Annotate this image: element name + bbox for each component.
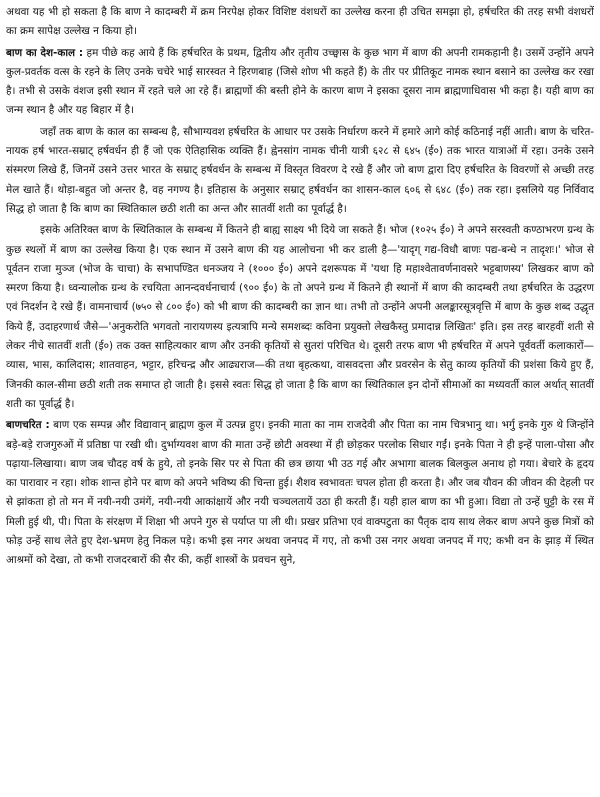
paragraph-baan-charit: [6, 416, 594, 570]
paragraph-kaal: [6, 123, 594, 219]
paragraph-opening: [6, 3, 594, 42]
paragraph-text: अथवा यह भी हो सकता है कि बाण ने कादम्बरी में क्रम निरपेक्ष होकर विशिष्ट वंशधरों का उल्लेख करना ही उचित समझा हो, हर्षचरित की तरह सभी वंशधरों का क्रम सापेक्ष उल्लेख न किया हो।: [6, 6, 594, 38]
paragraph-heading: बाण का देश-काल :: [6, 46, 84, 59]
paragraph-text: हम पीछे कह आये हैं कि हर्षचरित के प्रथम, द्वितीय और तृतीय उच्छ्वास के कुछ भाग में बाण की अपनी रामकहानी है। उसमें उन्होंने अपने कुल-प्रवर्तक वत्स के रहने के लिए उनके चचेरे भाई सारस्वत ने हिरणबाह (जिसे शोण भी कहते हैं) के तीर पर प्रीतिकूट नामक स्थान बसाने का उल्लेख कर रखा है। तभी से उसके वंशज इसी स्थान में रहते चले आ रहे हैं। ब्राह्मणों की बस्ती होने के कारण बाण ने इसका दूसरा नाम ब्राह्मणाधिवास भी कहा है। यही बाण का जन्म स्थान है और यह बिहार में है।: [6, 46, 594, 117]
paragraph-text: जहाँ तक बाण के काल का सम्बन्ध है, सौभाग्यवश हर्षचरित के आधार पर उसके निर्धारण करने में हमारे आगे कोई कठिनाई नहीं आती। बाण के चरित-नायक हर्ष भारत-सम्राट् हर्षवर्धन ही हैं जो एक ऐतिहासिक व्यक्ति हैं। ह्वेनसांग नामक चीनी यात्री ६२८ से ६४५ (ई०) तक भारत यात्राओं में रहा। उनके उसने संस्मरण लिखे हैं, जिनमें उसने उत्तर भारत के सम्राट् हर्षवर्धन के सम्बन्ध में विस्तृत विवरण दे रखे हैं और जो बाण द्वारा दिए हर्षचरित के विवरणों से अच्छी तरह मेल खाते हैं। थोड़ा-बहुत जो अन्तर है, वह नगण्य है। इतिहास के अनुसार सम्राट् हर्षवर्धन का शासन-काल ६०६ से ६४८ (ई०) तक रहा। इसलिये यह निर्विवाद सिद्ध हो जाता है कि बाण का स्थितिकाल छठी शती का अन्त और सातवीं शती का पूर्वार्द्ध है।: [6, 125, 594, 215]
paragraph-text: बाण एक सम्पन्न और विद्यावान् ब्राह्मण कुल में उत्पन्न हुए। इनकी माता का नाम राजदेवी और पिता का नाम चित्रभानु था। भर्गु इनके गुरु थे जिन्होंने बड़े-बड़े राजगुरुओं में प्रतिष्ठा पा रखी थी। दुर्भाग्यवश बाण की माता उन्हें छोटी अवस्था में ही छोड़कर परलोक सिधार गईं। इनके पिता ने ही इन्हें पाला-पोसा और पढ़ाया-लिखाया। बाण जब चौदह वर्ष के हुये, तो इनके सिर पर से पिता की छत्र छाया भी उठ गई और अभागा बालक बिलकुल अनाथ हो गया। बेचारे के हृदय का पारावार न रहा। शोक शान्त होने पर बाण को अपने भविष्य की चिन्ता हुई। शैशव स्वभावतः चपल होता ही करता है। और जब यौवन की जीवन की देहली पर से झांकता हो तो मन में नयी-नयी उमंगें, नयी-नयी आकांक्षायें और नयी चञ्चलतायें उठा ही करती हैं। यही हाल बाण का भी हुआ। विद्या तो उन्हें घुट्टी के रस में मिली हुई थी, पी। पिता के संरक्षण में शिक्षा भी अपने गुरु से पर्याप्त पा ली थी। प्रखर प्रतिभा एवं वाक्पटुता का पैतृक दाय साथ लेकर बाण अपने कुछ मित्रों को फोड़ उन्हें साथ लेते हुए देश-भ्रमण हेतु निकल पड़े। कभी इस नगर अथवा जनपद में गए, तो कभी उस नगर अथवा जनपद में गए; कभी वन के झाड़ में स्थित आश्रमों को देखा, तो कभी राजदरबारों की सैर की, कहीं शास्त्रों के प्रवचन सुने,: [6, 419, 594, 567]
paragraph-desh-kaal: [6, 44, 594, 121]
paragraph-external-evidence: [6, 221, 594, 414]
paragraph-text: इसके अतिरिक्त बाण के स्थितिकाल के सम्बन्ध में कितने ही बाह्य साक्ष्य भी दिये जा सकते हैं। भोज (१०२५ ई०) ने अपने सरस्वती कण्ठाभरण ग्रन्थ के कुछ स्थलों में बाण का उल्लेख किया है। एक स्थान में उसने बाण की यह आलोचना भी कर डाली है—'यादृग् गद्य-विधौ बाणः पद्य-बन्धे न तादृशः।' भोज से पूर्वतन राजा मुञ्ज (भोज के चाचा) के सभापण्डित धनञ्जय ने (१००० ई०) अपने दशरूपक में 'यथा हि महाश्वेतावर्णनावसरे भट्टबाणस्य' लिखकर बाण को स्मरण किया है। ध्वन्यालोक ग्रन्थ के रचयिता आनन्दवर्धनाचार्य (९०० ई०) के तो अपने ग्रन्थ में कितने ही स्थानों में बाण की कादम्बरी तथा हर्षचरित के उद्धरण एवं निदर्शन दे रखे हैं। वामनाचार्य (७५० से ८०० ई०) को भी बाण की कादम्बरी का ज्ञान था। तभी तो उन्होंने अपनी अलङ्कारसूत्रवृत्ति में बाण के कुछ शब्द उद्धृत किये हैं, उदाहरणार्थ जैसे—'अनुकरोति भगवतो नारायणस्य इत्यत्रापि मन्ये समशब्दः कविना प्रयुक्तो लेखकैस्तु प्रमादान्न लिखितः' इति। इस तरह बारहवीं शती से लेकर नीचे सातवीं शती (ई०) तक उक्त साहित्यकार बाण और उनकी कृतियों से सुतरां परिचित थे। दूसरी तरफ बाण भी हर्षचरित में अपने पूर्ववर्ती कलाकारों—व्यास, भास, कालिदास; शातवाहन, भट्टार, हरिचन्द्र और आढ्यराज—की तथा बृहत्कथा, वासवदत्ता और प्रवरसेन के सेतु काव्य कृतियों की प्रशंसा किये हुए हैं, जिनकी काल-सीमा छठी शती तक समाप्त हो जाती है। इससे स्वतः सिद्ध हो जाता है कि बाण का स्थितिकाल इन दोनों सीमाओं का मध्यवर्ती काल अर्थात् सातवीं शती का पूर्वार्द्ध है।: [6, 224, 594, 410]
paragraph-heading: बाणचरित :: [6, 419, 50, 432]
